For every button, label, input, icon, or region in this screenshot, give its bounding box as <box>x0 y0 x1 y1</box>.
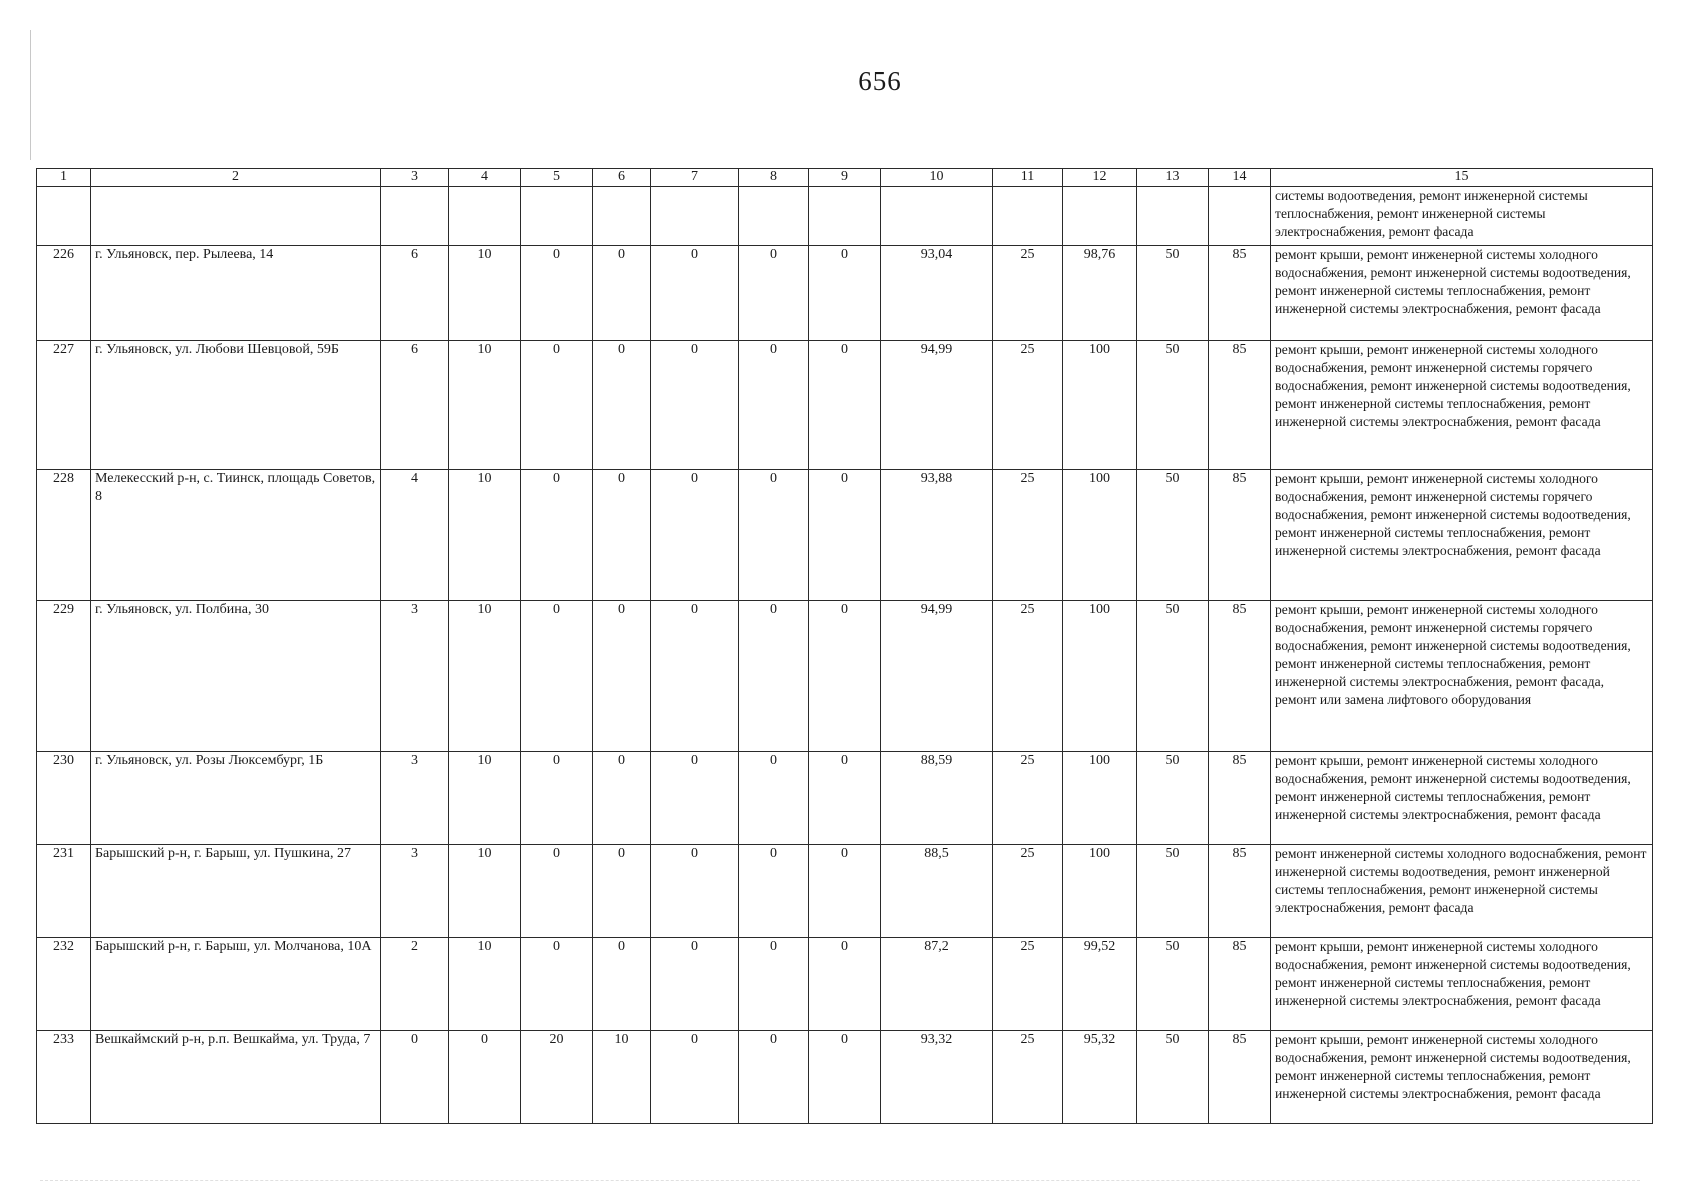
cell-value: 0 <box>593 938 651 1031</box>
table-row <box>37 341 1653 470</box>
cell-address: г. Ульяновск, ул. Любови Шевцовой, 59Б <box>91 341 381 470</box>
cell-value: 94,99 <box>881 341 993 470</box>
cell-value: 10 <box>449 341 521 470</box>
cell-value: 3 <box>381 601 449 752</box>
cell-number: 232 <box>37 938 91 1031</box>
cell-value: 0 <box>739 938 809 1031</box>
cell-number: 229 <box>37 601 91 752</box>
cell-value: 0 <box>521 246 593 341</box>
column-header: 12 <box>1063 169 1137 187</box>
table-row-continuation <box>37 187 1653 246</box>
registry-table <box>36 168 1653 1124</box>
cell-value: 100 <box>1063 341 1137 470</box>
cell-number: 228 <box>37 470 91 601</box>
cell-value: 10 <box>449 470 521 601</box>
cell-works: ремонт крыши, ремонт инженерной системы холодного водоснабжения, ремонт инженерной системы водоотведения, ремонт инженерной системы теплоснабжения, ремонт инженерной системы электроснабжения, ремонт фасада <box>1271 246 1653 341</box>
cell-value: 0 <box>521 845 593 938</box>
cell-number: 231 <box>37 845 91 938</box>
header-row <box>37 169 1653 187</box>
cell-empty <box>521 187 593 246</box>
cell-address: г. Ульяновск, пер. Рылеева, 14 <box>91 246 381 341</box>
cell-value: 85 <box>1209 246 1271 341</box>
cell-value: 100 <box>1063 752 1137 845</box>
cell-value: 98,76 <box>1063 246 1137 341</box>
cell-works: ремонт крыши, ремонт инженерной системы холодного водоснабжения, ремонт инженерной системы водоотведения, ремонт инженерной системы теплоснабжения, ремонт инженерной системы электроснабжения, ремонт фасада <box>1271 938 1653 1031</box>
cell-value: 25 <box>993 246 1063 341</box>
cell-empty <box>809 187 881 246</box>
cell-value: 50 <box>1137 341 1209 470</box>
cell-value: 0 <box>739 470 809 601</box>
cell-empty <box>1209 187 1271 246</box>
cell-value: 20 <box>521 1031 593 1124</box>
cell-value: 50 <box>1137 601 1209 752</box>
cell-empty <box>651 187 739 246</box>
cell-value: 25 <box>993 1031 1063 1124</box>
cell-value: 0 <box>651 601 739 752</box>
cell-value: 0 <box>809 1031 881 1124</box>
column-header: 7 <box>651 169 739 187</box>
cell-value: 0 <box>381 1031 449 1124</box>
cell-value: 0 <box>449 1031 521 1124</box>
table-row <box>37 601 1653 752</box>
cell-value: 10 <box>449 752 521 845</box>
cell-value: 50 <box>1137 470 1209 601</box>
cell-value: 85 <box>1209 470 1271 601</box>
cell-value: 0 <box>651 1031 739 1124</box>
cell-value: 10 <box>449 246 521 341</box>
cell-value: 0 <box>739 601 809 752</box>
cell-value: 50 <box>1137 1031 1209 1124</box>
cell-value: 0 <box>739 752 809 845</box>
cell-value: 0 <box>739 341 809 470</box>
cell-value: 0 <box>809 470 881 601</box>
column-header: 14 <box>1209 169 1271 187</box>
cell-value: 6 <box>381 341 449 470</box>
cell-value: 85 <box>1209 938 1271 1031</box>
cell-value: 25 <box>993 845 1063 938</box>
cell-value: 0 <box>593 246 651 341</box>
cell-value: 10 <box>449 938 521 1031</box>
cell-value: 0 <box>739 845 809 938</box>
cell-value: 0 <box>809 938 881 1031</box>
column-header: 13 <box>1137 169 1209 187</box>
cell-value: 25 <box>993 341 1063 470</box>
cell-value: 10 <box>593 1031 651 1124</box>
cell-address: Барышский р-н, г. Барыш, ул. Пушкина, 27 <box>91 845 381 938</box>
cell-value: 4 <box>381 470 449 601</box>
cell-empty <box>449 187 521 246</box>
cell-value: 0 <box>739 1031 809 1124</box>
cell-empty <box>381 187 449 246</box>
cell-value: 87,2 <box>881 938 993 1031</box>
cell-value: 0 <box>739 246 809 341</box>
scan-artifact-line <box>40 1180 1640 1182</box>
column-header: 1 <box>37 169 91 187</box>
cell-value: 6 <box>381 246 449 341</box>
column-header: 5 <box>521 169 593 187</box>
cell-value: 0 <box>521 341 593 470</box>
cell-empty <box>881 187 993 246</box>
cell-works: системы водоотведения, ремонт инженерной системы теплоснабжения, ремонт инженерной системы электроснабжения, ремонт фасада <box>1271 187 1653 246</box>
cell-value: 100 <box>1063 470 1137 601</box>
cell-value: 93,32 <box>881 1031 993 1124</box>
cell-value: 100 <box>1063 601 1137 752</box>
table-row <box>37 752 1653 845</box>
cell-value: 99,52 <box>1063 938 1137 1031</box>
column-header: 8 <box>739 169 809 187</box>
cell-address: г. Ульяновск, ул. Полбина, 30 <box>91 601 381 752</box>
cell-number: 233 <box>37 1031 91 1124</box>
cell-empty <box>1063 187 1137 246</box>
cell-empty <box>1137 187 1209 246</box>
cell-value: 50 <box>1137 845 1209 938</box>
column-header: 4 <box>449 169 521 187</box>
cell-works: ремонт инженерной системы холодного водоснабжения, ремонт инженерной системы водоотведения, ремонт инженерной системы теплоснабжения, ремонт инженерной системы электроснабжения, ремонт фасада <box>1271 845 1653 938</box>
column-header: 3 <box>381 169 449 187</box>
page-number: 656 <box>858 66 902 96</box>
column-header: 9 <box>809 169 881 187</box>
column-header: 15 <box>1271 169 1653 187</box>
cell-value: 0 <box>809 246 881 341</box>
cell-value: 85 <box>1209 1031 1271 1124</box>
cell-value: 25 <box>993 470 1063 601</box>
cell-value: 50 <box>1137 938 1209 1031</box>
cell-value: 0 <box>809 341 881 470</box>
cell-empty <box>37 187 91 246</box>
cell-value: 50 <box>1137 246 1209 341</box>
cell-value: 10 <box>449 601 521 752</box>
cell-empty <box>91 187 381 246</box>
cell-value: 25 <box>993 752 1063 845</box>
cell-value: 25 <box>993 601 1063 752</box>
cell-works: ремонт крыши, ремонт инженерной системы холодного водоснабжения, ремонт инженерной системы водоотведения, ремонт инженерной системы теплоснабжения, ремонт инженерной системы электроснабжения, ремонт фасада <box>1271 752 1653 845</box>
cell-empty <box>593 187 651 246</box>
table-row <box>37 1031 1653 1124</box>
cell-value: 0 <box>809 845 881 938</box>
cell-address: г. Ульяновск, ул. Розы Люксембург, 1Б <box>91 752 381 845</box>
cell-value: 0 <box>593 752 651 845</box>
column-header: 10 <box>881 169 993 187</box>
cell-value: 0 <box>651 470 739 601</box>
cell-value: 88,5 <box>881 845 993 938</box>
cell-value: 0 <box>593 470 651 601</box>
column-header: 6 <box>593 169 651 187</box>
cell-address: Вешкаймский р-н, р.п. Вешкайма, ул. Труда, 7 <box>91 1031 381 1124</box>
cell-value: 88,59 <box>881 752 993 845</box>
cell-value: 95,32 <box>1063 1031 1137 1124</box>
cell-value: 0 <box>593 601 651 752</box>
column-header: 2 <box>91 169 381 187</box>
cell-value: 0 <box>593 341 651 470</box>
cell-value: 0 <box>809 752 881 845</box>
cell-value: 3 <box>381 845 449 938</box>
cell-value: 0 <box>809 601 881 752</box>
cell-value: 100 <box>1063 845 1137 938</box>
cell-value: 10 <box>449 845 521 938</box>
cell-value: 0 <box>651 938 739 1031</box>
cell-value: 0 <box>651 246 739 341</box>
cell-value: 0 <box>521 938 593 1031</box>
cell-number: 226 <box>37 246 91 341</box>
cell-works: ремонт крыши, ремонт инженерной системы холодного водоснабжения, ремонт инженерной системы водоотведения, ремонт инженерной системы теплоснабжения, ремонт инженерной системы электроснабжения, ремонт фасада <box>1271 1031 1653 1124</box>
cell-value: 0 <box>521 470 593 601</box>
cell-value: 0 <box>521 601 593 752</box>
cell-address: Барышский р-н, г. Барыш, ул. Молчанова, 10А <box>91 938 381 1031</box>
cell-empty <box>993 187 1063 246</box>
cell-value: 85 <box>1209 601 1271 752</box>
cell-number: 230 <box>37 752 91 845</box>
cell-value: 85 <box>1209 752 1271 845</box>
cell-works: ремонт крыши, ремонт инженерной системы холодного водоснабжения, ремонт инженерной системы горячего водоснабжения, ремонт инженерной системы водоотведения, ремонт инженерной системы теплоснабжения, ремонт инженерной системы электроснабжения, ремонт фасада <box>1271 341 1653 470</box>
cell-empty <box>739 187 809 246</box>
cell-value: 0 <box>521 752 593 845</box>
table-row <box>37 938 1653 1031</box>
cell-value: 0 <box>651 752 739 845</box>
cell-address: Мелекесский р-н, с. Тиинск, площадь Советов, 8 <box>91 470 381 601</box>
table-row <box>37 470 1653 601</box>
cell-value: 94,99 <box>881 601 993 752</box>
cell-value: 85 <box>1209 341 1271 470</box>
cell-works: ремонт крыши, ремонт инженерной системы холодного водоснабжения, ремонт инженерной системы горячего водоснабжения, ремонт инженерной системы водоотведения, ремонт инженерной системы теплоснабжения, ремонт инженерной системы электроснабжения, ремонт фасада <box>1271 470 1653 601</box>
cell-value: 50 <box>1137 752 1209 845</box>
cell-value: 0 <box>651 341 739 470</box>
cell-value: 25 <box>993 938 1063 1031</box>
cell-value: 3 <box>381 752 449 845</box>
cell-value: 93,88 <box>881 470 993 601</box>
cell-value: 0 <box>593 845 651 938</box>
cell-number: 227 <box>37 341 91 470</box>
cell-value: 85 <box>1209 845 1271 938</box>
cell-value: 2 <box>381 938 449 1031</box>
table-row <box>37 246 1653 341</box>
cell-works: ремонт крыши, ремонт инженерной системы холодного водоснабжения, ремонт инженерной системы горячего водоснабжения, ремонт инженерной системы водоотведения, ремонт инженерной системы теплоснабжения, ремонт инженерной системы электроснабжения, ремонт фасада, ремонт или замена лифтового оборудования <box>1271 601 1653 752</box>
column-header: 11 <box>993 169 1063 187</box>
cell-value: 93,04 <box>881 246 993 341</box>
table-row <box>37 845 1653 938</box>
cell-value: 0 <box>651 845 739 938</box>
